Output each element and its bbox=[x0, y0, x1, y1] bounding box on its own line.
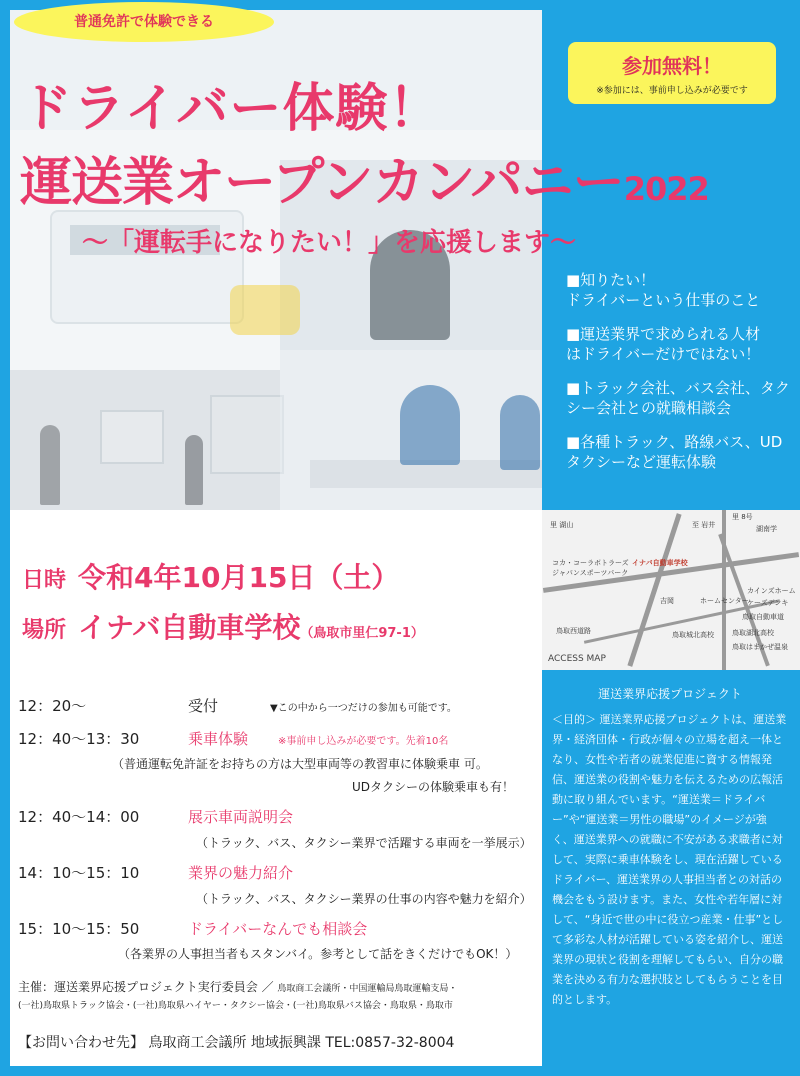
feature-item: ■各種トラック、路線バス、UD タクシーなど運転体験 bbox=[566, 433, 783, 471]
project-description bbox=[552, 684, 788, 1010]
schedule-reception: 12：20～ 受付 ▼この中から一つだけの参加も可能です。 bbox=[18, 697, 457, 715]
map-label: イナバ自動車学校 bbox=[632, 559, 688, 567]
organizer-line2: (一社)鳥取県トラック協会・(一社)鳥取県ハイヤー・タクシー協会・(一社)鳥取県バス協会・鳥取県・鳥取市 bbox=[18, 1001, 453, 1011]
schedule-item: 12：40～13：30 乗車体験 ※事前申し込みが必要です。先着10名 bbox=[18, 730, 449, 748]
title-line2: 運送業オープンカンパニー2022 bbox=[20, 153, 709, 213]
map-label: カインズホーム bbox=[747, 587, 796, 595]
title-year: 2022 bbox=[623, 170, 709, 208]
map-label: ホームセンター bbox=[700, 597, 749, 605]
map-label: 鳥取湖北高校 bbox=[732, 629, 774, 637]
schedule-sub: （トラック、バス、タクシー業界で活躍する車両を一挙展示） bbox=[196, 836, 532, 850]
date-value: 令和4年10月15日（土） bbox=[78, 561, 400, 594]
map-title: ACCESS MAP bbox=[548, 654, 606, 664]
map-label: 吉岡 bbox=[660, 597, 674, 605]
place-row bbox=[22, 606, 424, 646]
date-label: 日時 bbox=[22, 568, 67, 593]
free-title: 参加無料！ bbox=[622, 54, 722, 78]
place-value: イナバ自動車学校 bbox=[78, 611, 301, 644]
map-label: 湖南学 bbox=[756, 525, 777, 533]
map-label: 鳥取城北高校 bbox=[672, 631, 714, 639]
schedule-sub: （各業界の人事担当者もスタンバイ。参考として話をきくだけでもOK！） bbox=[118, 947, 518, 961]
map-label: ケーズデンキ bbox=[747, 599, 789, 607]
schedule-item: 15：10～15：50 ドライバーなんでも相談会 bbox=[18, 920, 368, 938]
schedule-sub: （普通運転免許証をお持ちの方は大型車両等の教習車に体験乗車 可。 bbox=[112, 757, 488, 771]
title-line1: ドライバー体験！ bbox=[20, 79, 442, 139]
map-label: 鳥取西道路 bbox=[556, 627, 591, 635]
feature-list bbox=[566, 270, 796, 486]
free-badge bbox=[568, 42, 776, 104]
place-label: 場所 bbox=[22, 618, 67, 643]
schedule-sub: UDタクシーの体験乗車も有！ bbox=[352, 780, 515, 794]
feature-item: ■運送業界で求められる人材 はドライバーだけではない！ bbox=[566, 325, 761, 363]
schedule-item: 12：40～14：00 展示車両説明会 bbox=[18, 808, 294, 826]
project-title: 運送業界応援プロジェクト bbox=[598, 687, 742, 701]
schedule-item: 14：10～15：10 業界の魅力紹介 bbox=[18, 864, 294, 882]
map-label: 至 岩井 bbox=[692, 521, 716, 529]
project-body: ＜目的＞ 運送業界応援プロジェクトは、運送業界・経済団体・行政が個々の立場を超え一体となり、女性や若者の就業促進に資する情報発信、運送業の役割や魅力を伝えるための広報活動に取り組んでいます。“運送業＝ドライバー”や“運送業＝男性の職場”のイメージが強く、運送業界への就職に不安がある求職者に対して、実際に乗車体験をし、現在活躍しているドライバー、運送業界の人事担当者との対話の機会をもう設けます。また、女性や若年層に対して、“身近で世の中に役立つ産業・仕事”として多彩な人材が活躍している姿を紹介し、運送業界の現状と役割を理解してもらい、自分の職業を決める有力な選択肢としてもらうことを目的とします。 bbox=[552, 713, 787, 1006]
map-label: コカ・コーラボトラーズ ジャパンスポーツパーク bbox=[552, 559, 629, 577]
map-label: 里 湖山 bbox=[550, 521, 574, 529]
map-label: 鳥取自動車道 bbox=[742, 613, 784, 621]
access-map bbox=[542, 510, 800, 670]
contact-info: 【お問い合わせ先】 鳥取商工会議所 地域振興課 TEL:0857-32-8004 bbox=[18, 1035, 455, 1051]
subtitle: ～「運転手になりたい！」を応援します～ bbox=[82, 228, 577, 258]
schedule-sub: （トラック、バス、タクシー業界の仕事の内容や魅力を紹介） bbox=[196, 892, 532, 906]
organizer-line1: 主催：運送業界応援プロジェクト実行委員会 ／ 鳥取商工会議所・中国運輸局鳥取運輸支局・ bbox=[18, 980, 458, 994]
map-label: 鳥取はまかぜ温泉 bbox=[732, 643, 788, 651]
free-note: ※参加には、事前申し込みが必要です bbox=[596, 86, 748, 96]
date-row bbox=[22, 556, 399, 596]
map-label: 里 8号 bbox=[732, 513, 753, 521]
license-tag: 普通免許で体験できる bbox=[14, 2, 274, 42]
place-address: （鳥取市里仁97-1） bbox=[300, 626, 424, 641]
feature-item: ■トラック会社、バス会社、タク シー会社との就職相談会 bbox=[566, 379, 790, 417]
feature-item: ■知りたい！ ドライバーという仕事のこと bbox=[566, 271, 761, 309]
